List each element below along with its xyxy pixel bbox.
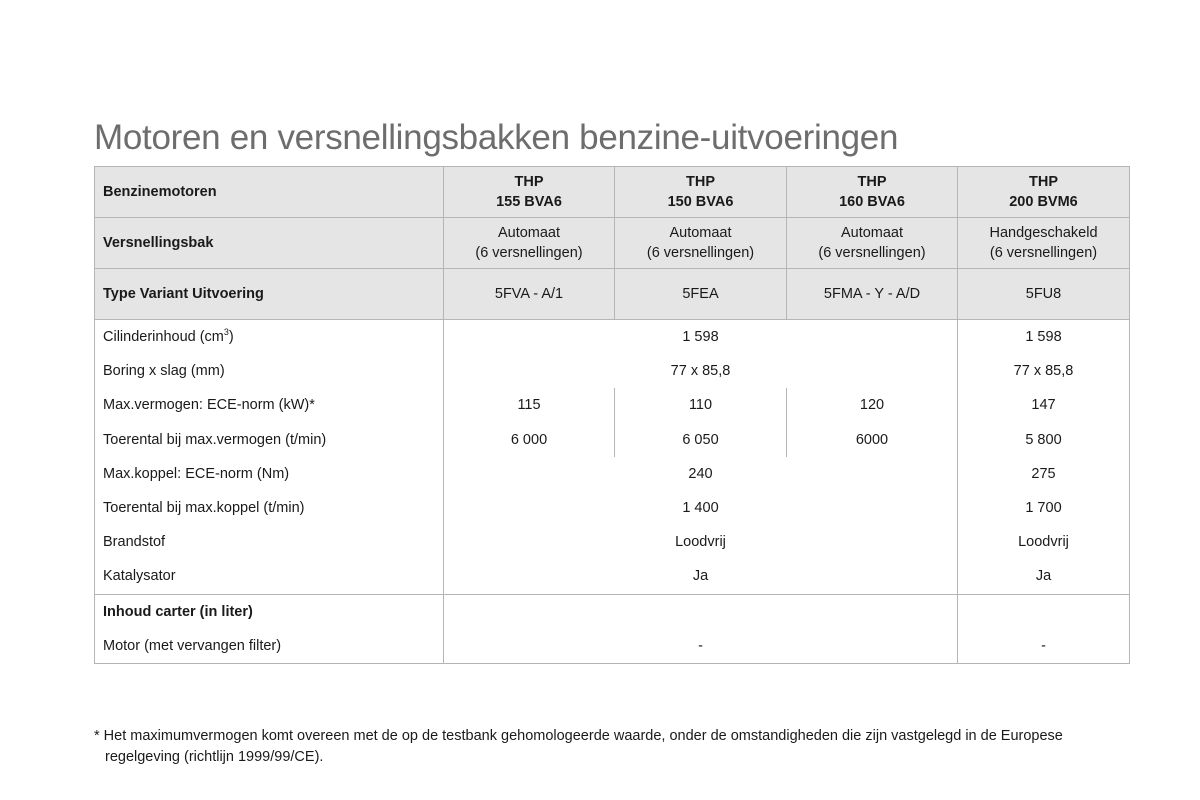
row-value-group: - bbox=[444, 629, 958, 664]
footnote-line-1: * Het maximumvermogen komt overeen met de op de testbank gehomologeerde waarde, onder de omstandigheden die zijn vastgelegd in de Europese bbox=[94, 728, 1063, 744]
type-col-3: 5FMA - Y - A/D bbox=[787, 269, 958, 320]
engine-spec-table bbox=[94, 166, 1130, 664]
table-row bbox=[95, 320, 1130, 355]
row-label: Toerental bij max.koppel (t/min) bbox=[95, 491, 444, 525]
row-value-last: 1 700 bbox=[958, 491, 1130, 525]
row-label: Max.koppel: ECE-norm (Nm) bbox=[95, 457, 444, 491]
gearbox-header-row bbox=[95, 218, 1130, 269]
gearbox-label: Versnellingsbak bbox=[95, 218, 444, 269]
table-row bbox=[95, 629, 1130, 664]
table-row bbox=[95, 354, 1130, 388]
row-value-last bbox=[958, 594, 1130, 629]
table-row bbox=[95, 423, 1130, 457]
table-row bbox=[95, 457, 1130, 491]
row-value-group: 1 400 bbox=[444, 491, 958, 525]
engine-col-4: THP 200 BVM6 bbox=[958, 167, 1130, 218]
row-value: 6 050 bbox=[615, 423, 787, 457]
row-label: Cilinderinhoud $(cm^3)$ bbox=[95, 320, 444, 355]
row-value-last: 147 bbox=[958, 388, 1130, 422]
row-label: Max.vermogen: ECE-norm (kW)* bbox=[95, 388, 444, 422]
row-label: Brandstof bbox=[95, 525, 444, 559]
footnote bbox=[94, 726, 1134, 768]
row-value: 120 bbox=[787, 388, 958, 422]
row-value-last: Ja bbox=[958, 559, 1130, 594]
row-value-last: Loodvrij bbox=[958, 525, 1130, 559]
table-row bbox=[95, 559, 1130, 594]
gearbox-col-4: Handgeschakeld (6 versnellingen) bbox=[958, 218, 1130, 269]
table-row bbox=[95, 491, 1130, 525]
row-value: 6000 bbox=[787, 423, 958, 457]
table-row bbox=[95, 594, 1130, 629]
row-value: 110 bbox=[615, 388, 787, 422]
row-value-group: 240 bbox=[444, 457, 958, 491]
engine-col-3: THP 160 BVA6 bbox=[787, 167, 958, 218]
row-value-last: 1 598 bbox=[958, 320, 1130, 355]
row-value-group: Ja bbox=[444, 559, 958, 594]
row-value-last: 275 bbox=[958, 457, 1130, 491]
gearbox-col-1: Automaat (6 versnellingen) bbox=[444, 218, 615, 269]
row-value-group bbox=[444, 594, 958, 629]
row-value: 115 bbox=[444, 388, 615, 422]
table-row bbox=[95, 388, 1130, 422]
row-value-last: 5 800 bbox=[958, 423, 1130, 457]
type-header-row bbox=[95, 269, 1130, 320]
type-col-4: 5FU8 bbox=[958, 269, 1130, 320]
engines-header-row bbox=[95, 167, 1130, 218]
row-label: Toerental bij max.vermogen (t/min) bbox=[95, 423, 444, 457]
page-title: Motoren en versnellingsbakken benzine-uitvoeringen bbox=[94, 118, 899, 157]
footnote-line-2: regelgeving (richtlijn 1999/99/CE). bbox=[105, 749, 324, 765]
type-col-2: 5FEA bbox=[615, 269, 787, 320]
engine-col-1: THP 155 BVA6 bbox=[444, 167, 615, 218]
gearbox-col-3: Automaat (6 versnellingen) bbox=[787, 218, 958, 269]
row-value-group: 77 x 85,8 bbox=[444, 354, 958, 388]
row-value-last: - bbox=[958, 629, 1130, 664]
type-col-1: 5FVA - A/1 bbox=[444, 269, 615, 320]
type-label: Type Variant Uitvoering bbox=[95, 269, 444, 320]
engine-col-2: THP 150 BVA6 bbox=[615, 167, 787, 218]
row-value: 6 000 bbox=[444, 423, 615, 457]
row-value-group: 1 598 bbox=[444, 320, 958, 355]
row-value-last: 77 x 85,8 bbox=[958, 354, 1130, 388]
table-row bbox=[95, 525, 1130, 559]
row-value-group: Loodvrij bbox=[444, 525, 958, 559]
engines-label: Benzinemotoren bbox=[95, 167, 444, 218]
gearbox-col-2: Automaat (6 versnellingen) bbox=[615, 218, 787, 269]
row-label: Katalysator bbox=[95, 559, 444, 594]
section-heading: Inhoud carter (in liter) bbox=[95, 594, 444, 629]
row-label: Boring x slag (mm) bbox=[95, 354, 444, 388]
row-label: Motor (met vervangen filter) bbox=[95, 629, 444, 664]
